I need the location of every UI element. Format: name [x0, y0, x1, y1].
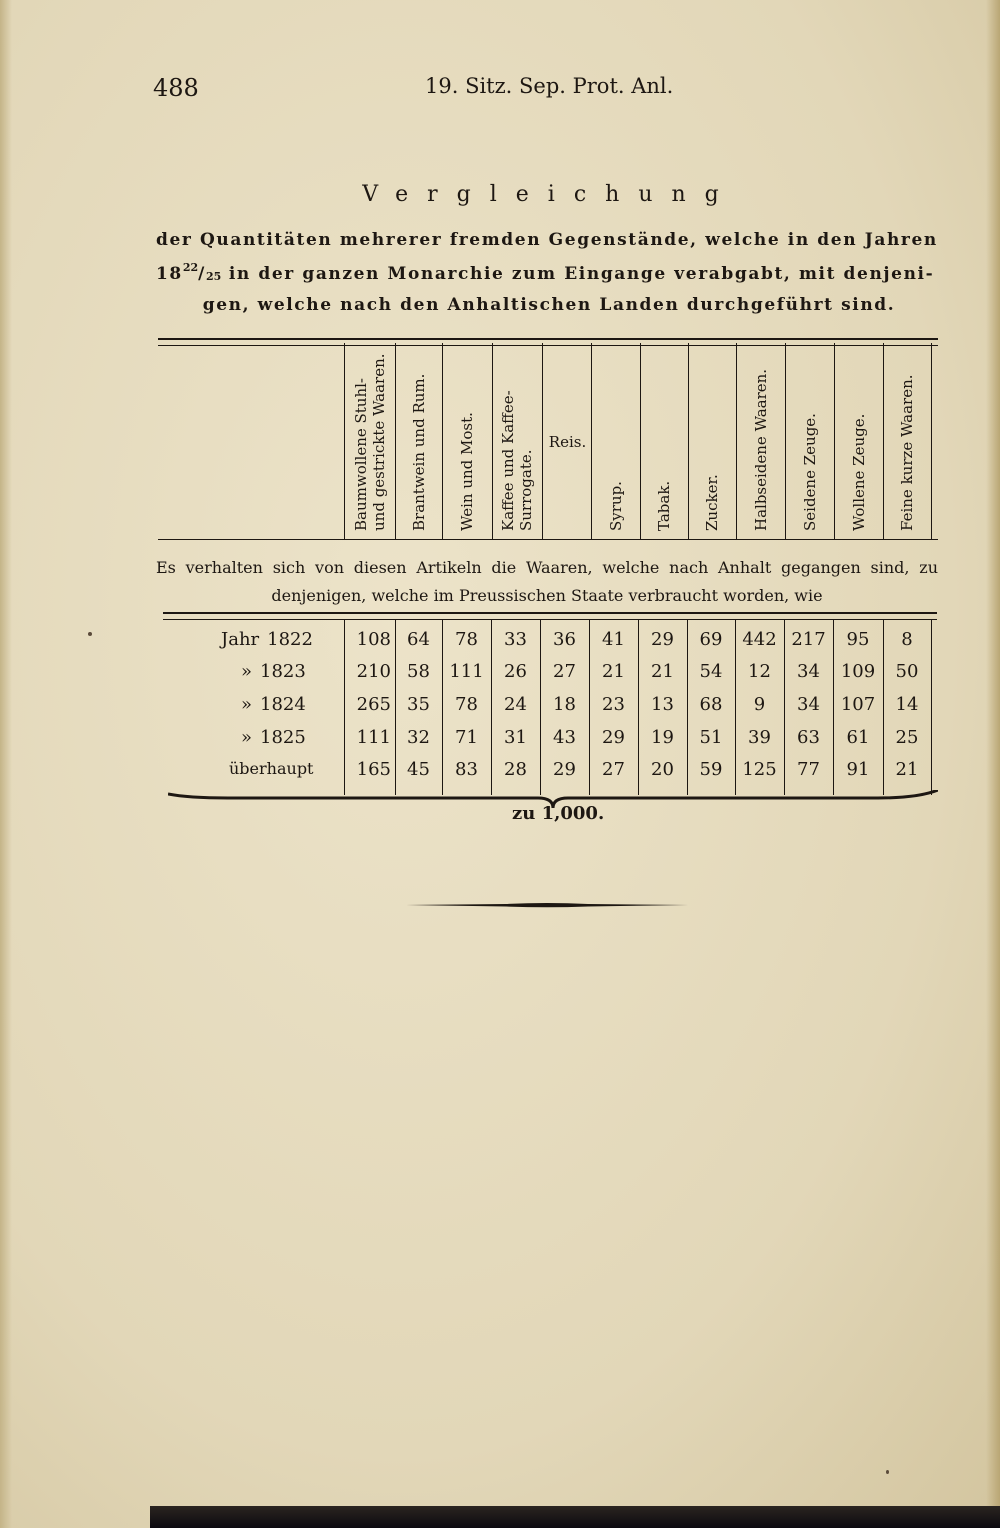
paper-speck	[88, 632, 92, 636]
page-title: Vergleichung	[362, 182, 738, 207]
table-cell: 9	[753, 694, 766, 715]
column-header-label: Seidene Zeuge.	[800, 413, 819, 531]
column-header-label: Syrup.	[606, 481, 625, 531]
table-cell: 34	[797, 694, 820, 715]
year-span-denominator: 25	[205, 270, 222, 283]
running-head: 19. Sitz. Sep. Prot. Anl.	[425, 74, 674, 98]
row-label-year: 1825	[260, 727, 306, 748]
table-cell: 35	[407, 694, 430, 715]
table-cell: 71	[455, 727, 478, 748]
unit-note: zu 1,000.	[512, 803, 605, 824]
table-cell: 20	[651, 759, 674, 780]
column-header-12	[883, 343, 932, 539]
table-cell: 8	[901, 629, 913, 650]
subtitle-line-1: der Quantitäten mehrerer fremden Gegenstände, welche in den Jahren	[156, 230, 938, 250]
table-cell: 27	[553, 661, 576, 682]
column-header-label: Halbseidene Waaren.	[751, 368, 770, 531]
table-cell: 442	[742, 629, 777, 650]
table-cell: 21	[602, 661, 625, 682]
row-label-year: 1823	[260, 661, 306, 682]
paper-speck	[886, 1470, 889, 1474]
column-header-11	[834, 343, 884, 539]
table-cell: 29	[553, 759, 576, 780]
row-label-year: 1822	[267, 629, 313, 650]
row-label-year: 1824	[260, 694, 306, 715]
table-cell: 107	[840, 694, 876, 715]
page-number: 488	[153, 74, 199, 102]
table-cell: 29	[602, 727, 625, 748]
table-cell: 43	[553, 727, 576, 748]
table-row-label: überhaupt	[229, 759, 314, 778]
subtitle-paragraph	[156, 226, 942, 319]
end-ornament-rule	[406, 902, 688, 908]
table-cell: 111	[449, 661, 484, 682]
table-cell: 125	[742, 759, 777, 780]
column-header-label: Wein und Most.	[458, 412, 476, 531]
column-header-table	[158, 343, 938, 540]
ratio-statement-line-1: Es verhalten sich von diesen Artikeln die Waaren, welche nach Anhalt gegangen sind, zu	[156, 558, 938, 577]
page-edge-shadow-right	[986, 0, 1000, 1528]
column-header-label: Baumwollene Stuhl-	[351, 378, 370, 531]
column-header-label: Wollene Zeuge.	[849, 413, 868, 531]
table-cell: 58	[407, 661, 430, 682]
table-column-rule	[931, 619, 932, 795]
column-header-label: Surrogate.	[517, 449, 535, 531]
column-header-label: Feine kurze Waaren.	[897, 374, 916, 531]
table-cell: 265	[356, 694, 391, 715]
subtitle-line-2: $18^{22}/_{25}$ in der ganzen Monarchie zum Eingange verabgabt, mit denjeni-	[156, 261, 935, 284]
table-cell: 29	[651, 629, 674, 650]
column-header-label: Brantwein und Rum.	[409, 373, 428, 531]
table-row-label	[241, 727, 306, 748]
table-cell: 83	[455, 759, 478, 780]
table-cell: 91	[846, 759, 870, 780]
table-row-label	[241, 694, 306, 715]
table-cell: 217	[791, 629, 826, 650]
table-cell: 23	[602, 694, 625, 715]
column-header-label: Kaffee und Kaffee-	[499, 390, 517, 531]
column-header-label: und gestrickte Waaren.	[369, 353, 388, 531]
table-cell: 109	[840, 661, 876, 682]
table-cell: 21	[651, 661, 674, 682]
year-span-base: 18	[156, 264, 183, 284]
column-header-10	[785, 343, 835, 539]
table-cell: 19	[651, 727, 674, 748]
table-cell: 13	[651, 694, 674, 715]
row-label-prefix: Jahr	[221, 629, 260, 650]
table-cell: 95	[846, 629, 870, 650]
table-cell: 32	[407, 727, 430, 748]
table-cell: 31	[504, 727, 527, 748]
table-cell: 18	[553, 694, 576, 715]
table-cell: 39	[748, 727, 771, 748]
table-cell: 12	[748, 661, 771, 682]
table-cell: 54	[699, 661, 723, 682]
column-header-5	[542, 343, 592, 539]
column-header-2	[395, 343, 443, 539]
table-cell: 68	[699, 694, 723, 715]
subtitle-line-2-rest: in der ganzen Monarchie zum Eingange verabgabt, mit denjeni-	[221, 264, 935, 284]
table-cell: 50	[895, 661, 919, 682]
table-cell: 63	[797, 727, 820, 748]
table-cell: 28	[504, 759, 527, 780]
column-header-3	[442, 343, 493, 539]
table-cell: 14	[895, 694, 919, 715]
table-cell: 111	[356, 727, 391, 748]
table-cell: 108	[356, 629, 391, 650]
table-cell: 210	[356, 661, 391, 682]
row-label-prefix: »	[241, 661, 253, 682]
row-label-prefix: »	[241, 694, 253, 715]
column-header-label: Zucker.	[703, 474, 721, 531]
row-label-prefix: »	[241, 727, 253, 748]
subtitle-line-3: gen, welche nach den Anhaltischen Landen durchgeführt sind.	[202, 295, 896, 315]
table-cell: 41	[602, 629, 625, 650]
table-cell: 165	[356, 759, 391, 780]
table-cell: 25	[895, 727, 919, 748]
ratio-data-table	[163, 619, 937, 795]
table-cell: 51	[699, 727, 723, 748]
year-span-numerator: 22	[182, 261, 199, 274]
table-cell: 78	[455, 629, 478, 650]
column-header-label: Tabak.	[655, 480, 673, 531]
column-header-1	[344, 343, 396, 539]
column-header-7	[640, 343, 689, 539]
ratio-statement-line-2: denjenigen, welche im Preussischen Staate verbraucht worden, wie	[271, 586, 823, 605]
column-header-label: Reis.	[548, 433, 587, 451]
table-cell: 36	[553, 629, 576, 650]
page-edge-shadow	[0, 0, 12, 1528]
column-header-8	[688, 343, 737, 539]
ratio-statement	[156, 554, 938, 610]
table-cell: 45	[407, 759, 430, 780]
table-cell: 27	[602, 759, 625, 780]
table-cell: 33	[504, 629, 527, 650]
table-cell: 59	[699, 759, 723, 780]
table-cell: 77	[797, 759, 820, 780]
column-header-4	[492, 343, 543, 539]
table-cell: 78	[455, 694, 478, 715]
table-cell: 21	[895, 759, 919, 780]
column-header-6	[591, 343, 641, 539]
table-cell: 26	[504, 661, 527, 682]
table-row-label	[241, 661, 306, 682]
scan-background-strip	[150, 1506, 1000, 1528]
table-cell: 34	[797, 661, 820, 682]
table-row-label	[221, 629, 313, 650]
column-header-9	[736, 343, 786, 539]
table-cell: 69	[699, 629, 723, 650]
table-cell: 61	[846, 727, 870, 748]
table-cell: 64	[407, 629, 430, 650]
table-cell: 24	[504, 694, 527, 715]
